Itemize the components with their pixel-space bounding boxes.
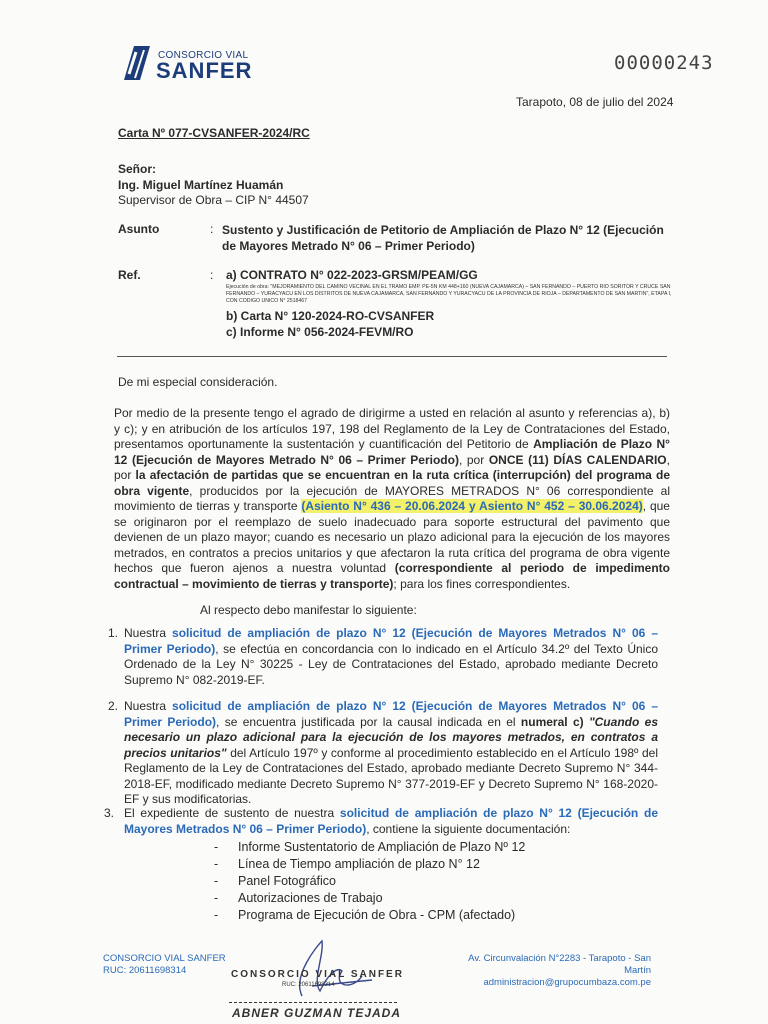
list-item-text: Programa de Ejecución de Obra - CPM (afectado): [238, 908, 516, 922]
para-text: ; para los fines correspondientes.: [393, 576, 571, 591]
asunto-label: Asunto: [118, 222, 160, 236]
ref-a-detail: Ejecución de obra: "MEJORAMIENTO DEL CAMINO VECINAL EN EL TRAMO EMP. PE-5N KM 448+160 (NUEVA CAJAMARCA) – SAN FERNANDO – PUERTO RIO SORITOR Y CRUCE SAN FERNANDO – YURACYACU EN LOS DISTRITOS DE NUEVA CAJAMARCA, SAN FERNANDO Y YURACYACU DE LA PROVINCIA DE RIOJA – DEPARTAMENTO DE SAN MARTIN", ETAPA I, CON CODIGO UNICO N° 2518467: [226, 284, 672, 304]
list-item-text: Línea de Tiempo ampliación de plazo N° 12: [238, 857, 480, 871]
opening-line: De mi especial consideración.: [118, 375, 278, 389]
logo-company-small: CONSORCIO VIAL: [158, 50, 249, 61]
para-text: , por: [114, 452, 670, 482]
para-text: Por medio de la presente tengo el agrado de dirigirme a usted en relación al asunto y referencias a), b) y c); y en atribución de los artículos 197, 198 del Reglamento de la Ley de Contrataciones del Estado, presentamos oportunamente la sustentación y cuantificación del Petitorio de: [114, 406, 670, 451]
item-blue-text: solicitud de ampliación de plazo N° 12 (Ejecución de Mayores Metrados N° 06 – Primer Periodo): [124, 699, 658, 729]
para-text: , que se originaron por el reemplazo de suelo inadecuado para soporte estructural del pavimento que devienen de un plazo mayor; cuando es necesario un plazo adicional para la ejecución de los mayores metrados, en contratos a precios unitarios y que afectaron la ruta crítica del programa de obra vigente hechos que fueron ajenos a nuestra voluntad: [114, 499, 670, 575]
item-text: Nuestra: [124, 699, 173, 713]
item-text: , contiene la siguiente documentación:: [366, 821, 571, 836]
para-bold: Ampliación de Plazo N° 12 (Ejecución de Mayores Metrado N° 06 – Primer Periodo): [114, 437, 670, 467]
asunto-text: Sustento y Justificación de Petitorio de Ampliación de Plazo N° 12 (Ejecución de Mayores Metrado N° 06 – Primer Periodo): [222, 223, 664, 253]
list-item-text: Informe Sustentatorio de Ampliación de Plazo Nº 12: [238, 840, 526, 854]
ref-colon: :: [210, 268, 214, 282]
footer-email: administracion@grupocumbaza.com.pe: [483, 977, 651, 988]
ref-c: c) Informe N° 056-2024-FEVM/RO: [226, 325, 414, 339]
list-dash: -: [214, 908, 219, 922]
item-number: 1.: [108, 626, 119, 640]
para-bold: la afectación de partidas que se encuentran en la ruta crítica (interrupción) del programa de obra vigente: [114, 468, 670, 498]
serial-number: 00000243: [614, 52, 714, 74]
item-text: del Artículo 197º y conforme al procedimiento establecido en el Artículo 198º del Reglamento de la Ley de Contrataciones del Estado, aprobado mediante Decreto Supremo N° 344-2018-EF, modificado mediante Decreto Supremo N° 377-2019-EF y Decreto Supremo N° 168-2020-EF y sus modificatorias.: [124, 745, 658, 806]
sanfer-logo-icon: [120, 44, 156, 82]
stamp-ruc: RUC: 20611698314: [282, 982, 335, 988]
letter-number: Carta Nº 077-CVSANFER-2024/RC: [118, 126, 310, 140]
ref-label: Ref.: [118, 268, 141, 282]
para-bold: ONCE (11) DÍAS CALENDARIO: [488, 452, 667, 467]
item-blue-text: solicitud de ampliación de plazo N° 12 (Ejecución de Mayores Metrados N° 06 – Primer Periodo): [124, 806, 658, 836]
list-item: [214, 840, 525, 857]
date-line: Tarapoto, 08 de julio del 2024: [516, 95, 674, 109]
divider: [117, 356, 667, 357]
item-text: El expediente de sustento de nuestra: [124, 806, 340, 820]
stamp-company-name: CONSORCIO VIAL SANFER: [231, 969, 404, 980]
recipient-name: Ing. Miguel Martínez Huamán: [118, 178, 284, 192]
footer-address: Av. Circunvalación N°2283 - Tarapoto - San Martín: [468, 953, 651, 976]
footer-company-name: CONSORCIO VIAL SANFER: [103, 953, 226, 964]
salutation: Señor:: [118, 162, 157, 176]
item-text: , se efectúa en concordancia con lo indicado en el Artículo 34.2º del Texto Único Ordenado de la Ley N° 30225 - Ley de Contrataciones del Estado, aprobado mediante Decreto Supremo N° 082-2019-EF.: [124, 641, 659, 687]
item-blue-text: solicitud de ampliación de plazo N° 12 (Ejecución de Mayores Metrados N° 06 – Primer Periodo): [124, 626, 658, 656]
para-text: , por: [458, 452, 489, 467]
list-dash: -: [214, 874, 219, 888]
stamp-person-name: ABNER GUZMAN TEJADA: [232, 1006, 401, 1020]
item-bold-italic: "Cuando es necesario un plazo adicional para la ejecución de los mayores metrados, en contratos a precios unitarios": [124, 714, 658, 760]
respecto-line: Al respecto debo manifestar lo siguiente:: [200, 603, 417, 617]
para-highlight: (Asiento N° 436 – 20.06.2024 y Asiento N° 452 – 30.06.2024): [301, 499, 643, 513]
item-bold: numeral c): [520, 714, 589, 729]
ref-b: b) Carta N° 120-2024-RO-CVSANFER: [226, 309, 435, 323]
footer-ruc: RUC: 20611698314: [103, 965, 187, 976]
item-number: 2.: [108, 699, 119, 713]
list-item: [214, 874, 525, 891]
list-item-text: Autorizaciones de Trabajo: [238, 891, 383, 905]
list-item-text: Panel Fotográfico: [238, 874, 336, 888]
recipient-role: Supervisor de Obra – CIP N° 44507: [118, 193, 309, 207]
item-2: [124, 699, 658, 808]
document-list: [214, 840, 525, 925]
item-1: [124, 626, 658, 688]
company-logo: [120, 44, 270, 84]
list-item: [214, 908, 525, 925]
item-3: [124, 806, 658, 837]
list-item: [214, 891, 525, 908]
para-bold: (correspondiente al periodo de impedimento contractual – movimiento de tierras y transporte): [114, 561, 670, 591]
ref-a: a) CONTRATO N° 022-2023-GRSM/PEAM/GG: [226, 268, 478, 282]
item-number: 3.: [104, 806, 115, 820]
stamp-signature-line: [229, 1002, 397, 1003]
list-dash: -: [214, 891, 219, 905]
asunto-colon: :: [210, 222, 214, 236]
footer-right: [446, 953, 651, 989]
logo-company-big: SANFER: [156, 58, 253, 83]
main-paragraph: [114, 406, 670, 592]
para-text: , producidos por la ejecución de MAYORES METRADOS N° 06 correspondiente al movimiento de tierras y transporte: [114, 483, 670, 513]
list-dash: -: [214, 857, 219, 871]
list-dash: -: [214, 840, 219, 854]
footer-left: [103, 953, 226, 977]
list-item: [214, 857, 525, 874]
item-text: , se encuentra justificada por la causal indicada en el: [216, 714, 521, 729]
item-text: Nuestra: [124, 626, 173, 640]
